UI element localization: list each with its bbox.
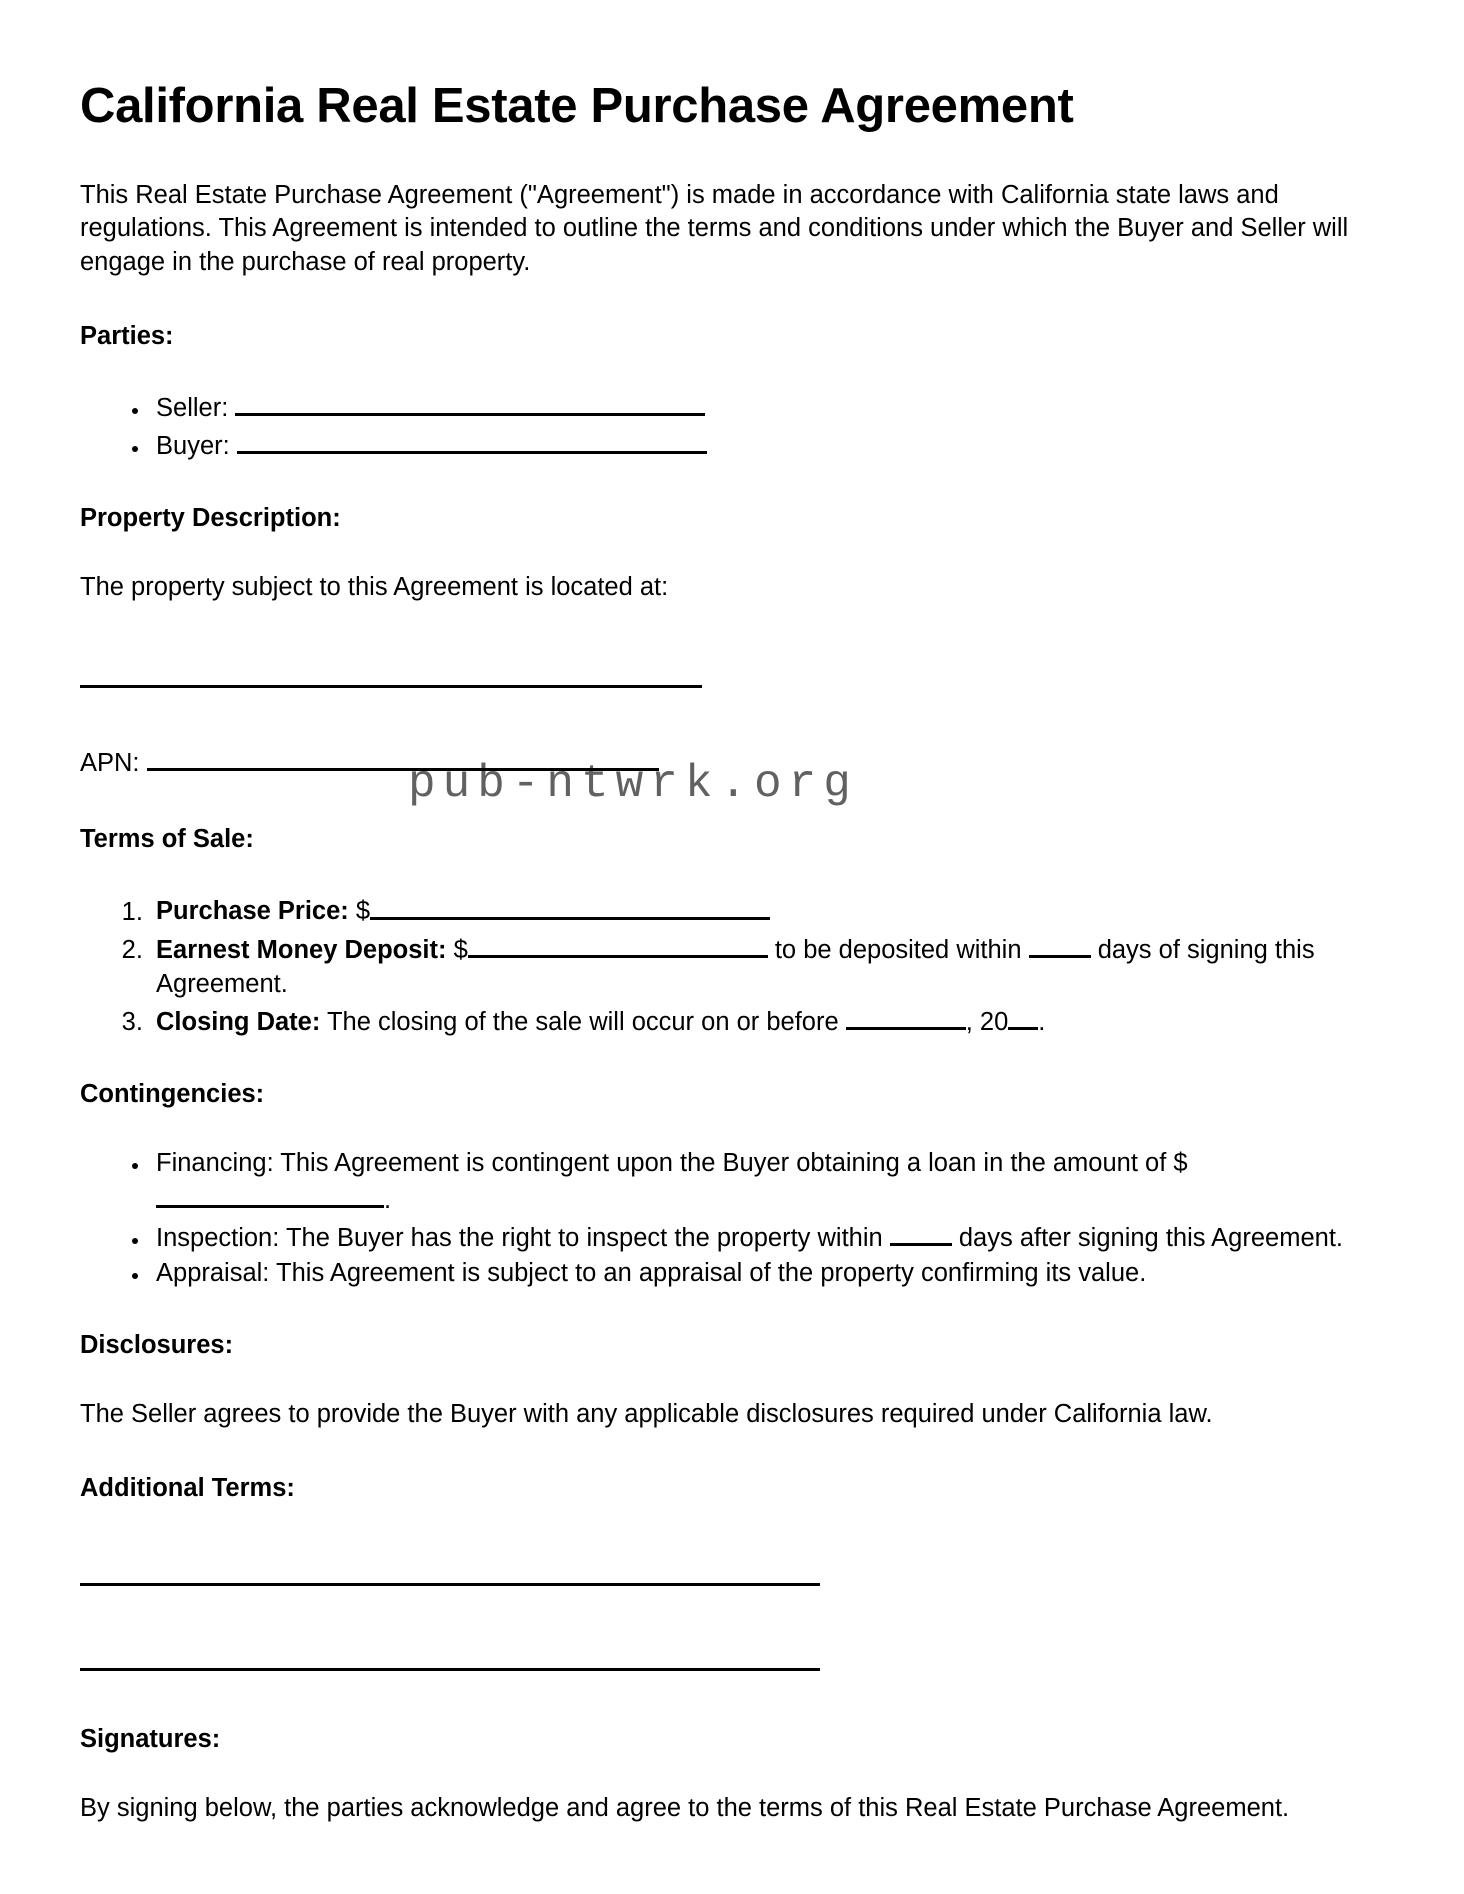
- apn-line: [80, 744, 1384, 781]
- parties-list: [80, 389, 1384, 464]
- inspection-days-blank-field[interactable]: [890, 1219, 952, 1246]
- watermark-text: pub-ntwrk.org: [408, 758, 858, 810]
- seller-label: Seller:: [156, 394, 229, 423]
- disclosures-heading: Disclosures:: [80, 1330, 234, 1359]
- property-address-line: [80, 661, 1384, 698]
- property-description-heading: Property Description:: [80, 504, 341, 533]
- additional-terms-heading: Additional Terms:: [80, 1473, 295, 1502]
- appraisal-text: Appraisal: This Agreement is subject to an appraisal of the property confirming its value.: [156, 1258, 1147, 1287]
- inspection-suffix: days after signing this Agreement.: [951, 1224, 1343, 1253]
- contingencies-heading: Contingencies:: [80, 1079, 265, 1108]
- earnest-money-mid: to be deposited within: [767, 935, 1029, 964]
- purchase-price-label: Purchase Price:: [156, 897, 349, 926]
- property-location-text: The property subject to this Agreement is located at:: [80, 573, 669, 602]
- apn-label: APN:: [80, 749, 140, 778]
- contingencies-list: [80, 1147, 1384, 1291]
- signatures-text: By signing below, the parties acknowledge and agree to the terms of this Real Estate Purchase Agreement.: [80, 1794, 1290, 1823]
- earnest-money-days-blank-field[interactable]: [1029, 931, 1091, 958]
- list-item-closing-date: [150, 1003, 1384, 1040]
- list-item-appraisal: [150, 1257, 1384, 1291]
- financing-amount-blank-field[interactable]: [156, 1181, 384, 1208]
- list-item-seller: [150, 389, 1384, 426]
- earnest-money-suffix: days of signing this Agreement.: [156, 935, 1315, 998]
- closing-date-prefix: The closing of the sale will occur on or before: [320, 1007, 846, 1036]
- terms-of-sale-list: [80, 892, 1384, 1039]
- terms-of-sale-heading: Terms of Sale:: [80, 825, 254, 854]
- disclosures-text: The Seller agrees to provide the Buyer with any applicable disclosures required under California law.: [80, 1400, 1213, 1428]
- list-item-buyer: [150, 427, 1384, 464]
- list-item-purchase-price: [150, 892, 1384, 929]
- page-title: California Real Estate Purchase Agreement: [80, 79, 1074, 133]
- seller-blank-field[interactable]: [235, 389, 705, 416]
- earnest-money-blank-field[interactable]: [468, 931, 768, 958]
- list-item-earnest-money: [150, 931, 1384, 1002]
- address-blank-field[interactable]: [80, 661, 702, 688]
- parties-heading: Parties:: [80, 321, 174, 350]
- purchase-price-prefix: $: [348, 897, 371, 926]
- financing-suffix: .: [384, 1185, 392, 1214]
- closing-date-mid: , 20: [965, 1007, 1009, 1036]
- earnest-money-prefix: $: [446, 935, 468, 964]
- purchase-price-blank-field[interactable]: [370, 892, 770, 919]
- intro-paragraph: This Real Estate Purchase Agreement ("Agreement") is made in accordance with California state laws and regulations. This Agreement is intended to outline the terms and conditions under which the Buyer and Seller will engage in the purchase of real property.: [80, 180, 1349, 277]
- additional-terms-line-1: [80, 1559, 1384, 1596]
- additional-terms-line-2: [80, 1644, 1384, 1681]
- apn-blank-field[interactable]: [147, 744, 659, 771]
- buyer-blank-field[interactable]: [237, 427, 707, 454]
- closing-year-blank-field[interactable]: [1008, 1003, 1038, 1030]
- additional-terms-blank-field-1[interactable]: [80, 1559, 820, 1586]
- list-item-financing: [150, 1147, 1384, 1218]
- additional-terms-blank-field-2[interactable]: [80, 1644, 820, 1671]
- list-item-inspection: [150, 1219, 1384, 1256]
- closing-date-blank-field[interactable]: [846, 1003, 966, 1030]
- signatures-heading: Signatures:: [80, 1725, 221, 1754]
- closing-date-label: Closing Date:: [156, 1007, 321, 1036]
- inspection-text: Inspection: The Buyer has the right to inspect the property within: [156, 1224, 890, 1253]
- financing-text: Financing: This Agreement is contingent upon the Buyer obtaining a loan in the amount of $: [156, 1148, 1188, 1177]
- buyer-label: Buyer:: [156, 432, 230, 461]
- earnest-money-label: Earnest Money Deposit:: [156, 935, 447, 964]
- closing-date-suffix: .: [1038, 1007, 1046, 1036]
